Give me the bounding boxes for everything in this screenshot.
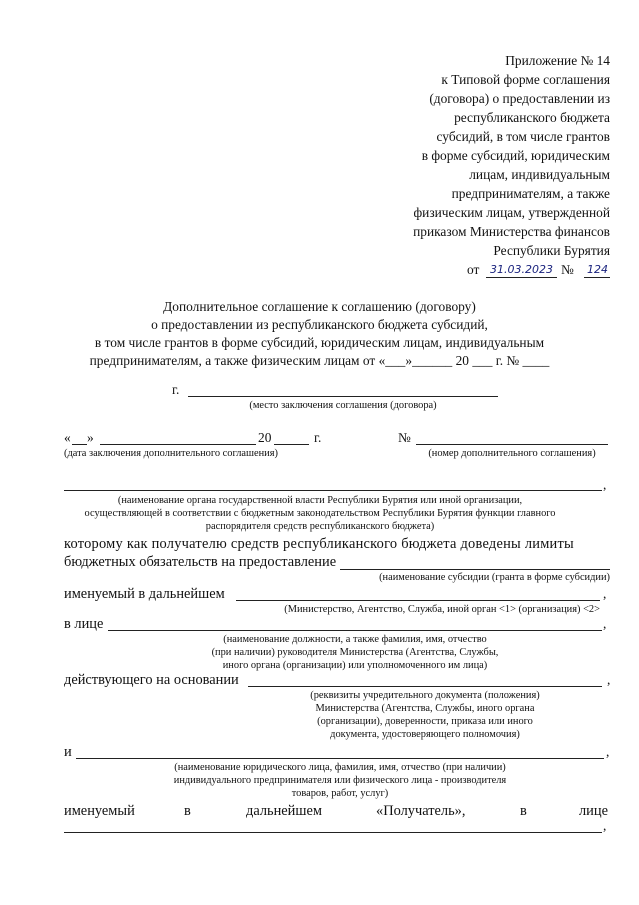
limits-line: бюджетных обязательств на предоставление xyxy=(64,554,337,570)
year-suffix: г. xyxy=(314,430,322,445)
position-caption: (наименование должности, а также фамилия, имя, отчество xyxy=(223,634,487,645)
appendix-line: лицам, индивидуальным xyxy=(469,167,610,182)
recipient-caption: индивидуального предпринимателя или физического лица - производителя xyxy=(173,775,507,786)
word: лице xyxy=(579,803,608,819)
final-field xyxy=(64,832,602,833)
appendix-date-value: 31.03.2023 xyxy=(490,263,553,276)
subsidy-field xyxy=(340,569,610,570)
comma: , xyxy=(603,586,607,601)
appendix-number-sign: № xyxy=(561,262,574,277)
heading-line: предпринимателям, а также физическим лицам от «___»______ 20 ___ г. № ____ xyxy=(89,353,550,368)
appendix-title: Приложение № 14 xyxy=(505,53,610,68)
date-caption: (дата заключения дополнительного соглашения) xyxy=(64,448,278,459)
heading-line: в том числе грантов в форме субсидий, юридическим лицам, индивидуальным xyxy=(94,335,545,350)
appendix-line: (договора) о предоставлении из xyxy=(429,91,610,106)
word: именуемый xyxy=(64,803,135,819)
appendix-line: приказом Министерства финансов xyxy=(413,224,610,239)
in-person-label: в лице xyxy=(64,616,104,632)
appendix-line: Республики Бурятия xyxy=(493,243,610,258)
representative-field xyxy=(108,630,602,631)
number-caption: (номер дополнительного соглашения) xyxy=(428,448,596,459)
place-caption: (место заключения соглашения (договора) xyxy=(249,400,437,411)
word: дальнейшем xyxy=(246,803,322,819)
place-field xyxy=(188,396,498,397)
docs-caption: документа, удостоверяющего полномочия) xyxy=(330,729,520,740)
appendix-number-underline xyxy=(584,277,610,278)
month-field xyxy=(100,444,256,445)
appendix-date-prefix: от xyxy=(467,262,480,277)
close-quote: » xyxy=(87,430,94,445)
ministry-caption: (Министерство, Агентство, Служба, иной орган <1> (организация) <2> xyxy=(284,604,600,615)
appendix-line: в форме субсидий, юридическим xyxy=(421,148,610,163)
place-prefix: г. xyxy=(172,382,180,397)
position-caption: иного органа (организации) или уполномоченного им лица) xyxy=(222,660,488,671)
organization-field xyxy=(64,490,602,491)
agreement-number-field xyxy=(416,444,608,445)
word: «Получатель», xyxy=(376,803,466,819)
basis-label: действующего на основании xyxy=(64,672,239,688)
heading-line: Дополнительное соглашение к соглашению (договору) xyxy=(163,299,476,314)
organization-caption: осуществляющей в соответствии с бюджетным законодательством Республики Бурятия функции главного xyxy=(84,508,556,519)
comma: , xyxy=(607,672,611,687)
organization-caption: (наименование органа государственной власти Республики Бурятия или иной организации, xyxy=(117,495,523,506)
heading-line: о предоставлении из республиканского бюджета субсидий, xyxy=(151,317,488,332)
docs-caption: (организации), доверенности, приказа или иного xyxy=(317,716,533,727)
docs-caption: (реквизиты учредительного документа (положения) xyxy=(310,690,540,701)
limits-line: которому как получателю средств республиканского бюджета доведены лимиты xyxy=(64,536,574,552)
year-prefix: 20 xyxy=(258,430,272,445)
appendix-line: физическим лицам, утвержденной xyxy=(413,205,610,220)
recipient-caption: (наименование юридического лица, фамилия, имя, отчество (при наличии) xyxy=(174,762,506,773)
appendix-line: субсидий, в том числе грантов xyxy=(436,129,610,144)
ministry-field xyxy=(236,600,600,601)
hereinafter-label: именуемый в дальнейшем xyxy=(64,586,225,602)
recipient-field xyxy=(76,758,604,759)
position-caption: (при наличии) руководителя Министерства (Агентства, Службы, xyxy=(211,647,499,658)
number-sign: № xyxy=(398,430,411,445)
appendix-line: к Типовой форме соглашения xyxy=(441,72,610,87)
word: в xyxy=(184,803,191,819)
year-field xyxy=(274,444,309,445)
and-label: и xyxy=(64,744,72,760)
comma: , xyxy=(606,744,610,759)
comma: , xyxy=(603,616,607,631)
appendix-line: предпринимателям, а также xyxy=(451,186,610,201)
organization-caption: распорядителя средств республиканского бюджета) xyxy=(205,521,435,532)
comma: , xyxy=(603,477,607,492)
docs-caption: Министерства (Агентства, Службы, иного органа xyxy=(315,703,535,714)
comma: , xyxy=(603,818,607,833)
subsidy-caption: (наименование субсидии (гранта в форме субсидии) xyxy=(379,572,610,583)
appendix-line: республиканского бюджета xyxy=(454,110,610,125)
recipient-caption: товаров, работ, услуг) xyxy=(291,788,389,799)
word: в xyxy=(520,803,527,819)
open-quote: « xyxy=(64,430,71,445)
appendix-number-value: 124 xyxy=(587,263,608,276)
day-field xyxy=(72,444,87,445)
appendix-date-underline xyxy=(486,277,557,278)
basis-field xyxy=(248,686,602,687)
